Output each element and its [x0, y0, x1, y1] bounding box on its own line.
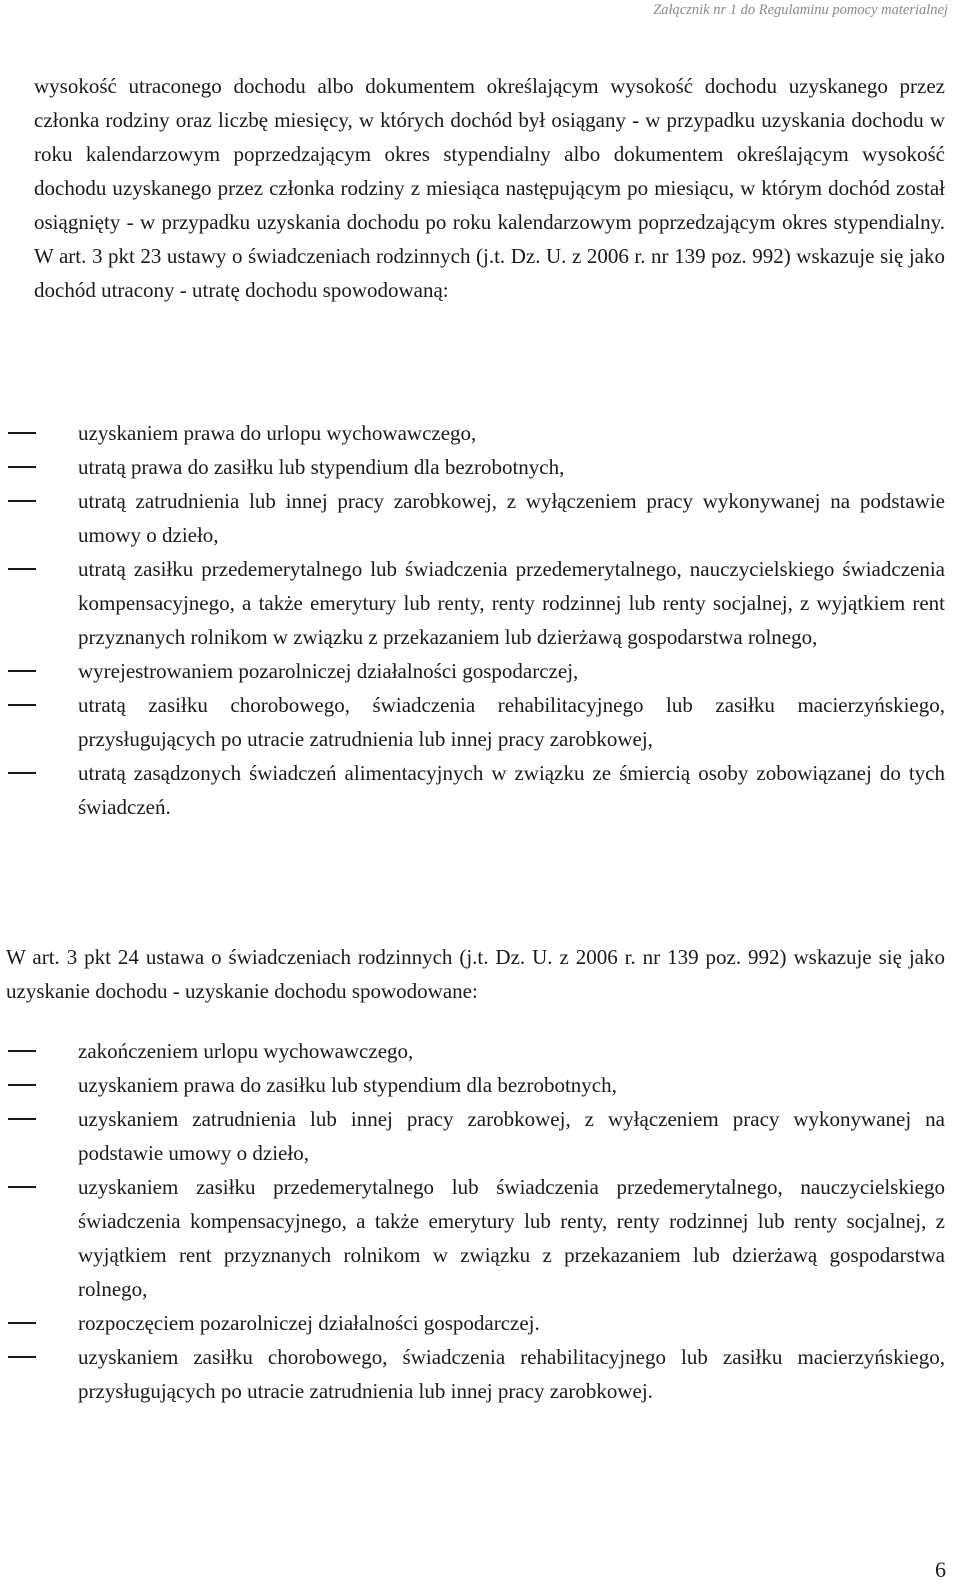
dash-bullet	[8, 772, 36, 774]
dash-bullet	[8, 670, 36, 672]
income-lost-list	[0, 416, 960, 824]
dash-bullet	[8, 1322, 36, 1324]
dash-bullet	[8, 1356, 36, 1358]
list-item	[0, 450, 960, 484]
paragraph-income-lost-intro: wysokość utraconego dochodu albo dokumentem określającym wysokość dochodu uzyskanego przez członka rodziny oraz liczbę miesięcy, w których dochód był osiągany - w przypadku uzyskania dochodu w roku kalendarzowym poprzedzającym okres stypendialny albo dokumentem określającym wysokość dochodu uzyskanego przez członka rodziny z miesiąca następującym po miesiącu, w którym dochód został osiągnięty - w przypadku uzyskania dochodu po roku kalendarzowym poprzedzającym okres stypendialny. W art. 3 pkt 23 ustawy o świadczeniach rodzinnych (j.t. Dz. U. z 2006 r. nr 139 poz. 992) wskazuje się jako dochód utracony - utratę dochodu spowodowaną:	[34, 74, 945, 302]
paragraph-income-gained-intro: W art. 3 pkt 24 ustawa o świadczeniach rodzinnych (j.t. Dz. U. z 2006 r. nr 139 poz. 992) wskazuje się jako uzyskanie dochodu - uzyskanie dochodu spowodowane:	[6, 945, 945, 1003]
list-item	[0, 1034, 960, 1068]
list-item	[0, 654, 960, 688]
dash-bullet	[8, 1084, 36, 1086]
list-item-text: uzyskaniem prawa do urlopu wychowawczego,	[78, 421, 477, 445]
dash-bullet	[8, 1118, 36, 1120]
dash-bullet	[8, 1186, 36, 1188]
list-item	[0, 416, 960, 450]
list-item-text: utratą zasądzonych świadczeń alimentacyjnych w związku ze śmiercią osoby zobowiązanej do tych świadczeń.	[78, 761, 945, 819]
list-item-text: uzyskaniem zatrudnienia lub innej pracy zarobkowej, z wyłączeniem pracy wykonywanej na podstawie umowy o dzieło,	[78, 1107, 945, 1165]
page-number: 6	[935, 1557, 946, 1582]
list-item-text: uzyskaniem prawa do zasiłku lub stypendium dla bezrobotnych,	[78, 1073, 617, 1097]
list-item	[0, 1306, 960, 1340]
list-item-text: uzyskaniem zasiłku przedemerytalnego lub świadczenia przedemerytalnego, nauczycielskiego świadczenia kompensacyjnego, a także emerytury lub renty, renty rodzinnej lub renty socjalnej, z wyjątkiem rent przyznanych rolnikom w związku z przekazaniem lub dzierżawą gospodarstwa rolnego,	[78, 1175, 945, 1301]
dash-bullet	[8, 500, 36, 502]
list-item	[0, 552, 960, 654]
list-item	[0, 484, 960, 552]
dash-bullet	[8, 466, 36, 468]
list-item	[0, 688, 960, 756]
list-item-text: utratą zasiłku przedemerytalnego lub świadczenia przedemerytalnego, nauczycielskiego świadczenia kompensacyjnego, a także emerytury lub renty, renty rodzinnej lub renty socjalnej, z wyjątkiem rent przyznanych rolnikom w związku z przekazaniem lub dzierżawą gospodarstwa rolnego,	[78, 557, 945, 649]
list-item-text: wyrejestrowaniem pozarolniczej działalności gospodarczej,	[78, 659, 579, 683]
list-item	[0, 1068, 960, 1102]
list-item-text: rozpoczęciem pozarolniczej działalności gospodarczej.	[78, 1311, 540, 1335]
list-item	[0, 1102, 960, 1170]
dash-bullet	[8, 704, 36, 706]
page-header: Załącznik nr 1 do Regulaminu pomocy materialnej	[653, 2, 948, 18]
list-item-text: uzyskaniem zasiłku chorobowego, świadczenia rehabilitacyjnego lub zasiłku macierzyńskiego, przysługujących po utracie zatrudnienia lub innej pracy zarobkowej.	[78, 1345, 945, 1403]
income-gained-list	[0, 1034, 960, 1408]
dash-bullet	[8, 432, 36, 434]
list-item	[0, 756, 960, 824]
list-item	[0, 1170, 960, 1306]
list-item-text: utratą prawa do zasiłku lub stypendium dla bezrobotnych,	[78, 455, 565, 479]
dash-bullet	[8, 568, 36, 570]
list-item-text: zakończeniem urlopu wychowawczego,	[78, 1039, 414, 1063]
dash-bullet	[8, 1050, 36, 1052]
list-item-text: utratą zasiłku chorobowego, świadczenia rehabilitacyjnego lub zasiłku macierzyńskiego, przysługujących po utracie zatrudnienia lub innej pracy zarobkowej,	[78, 693, 945, 751]
list-item	[0, 1340, 960, 1408]
list-item-text: utratą zatrudnienia lub innej pracy zarobkowej, z wyłączeniem pracy wykonywanej na podstawie umowy o dzieło,	[78, 489, 945, 547]
